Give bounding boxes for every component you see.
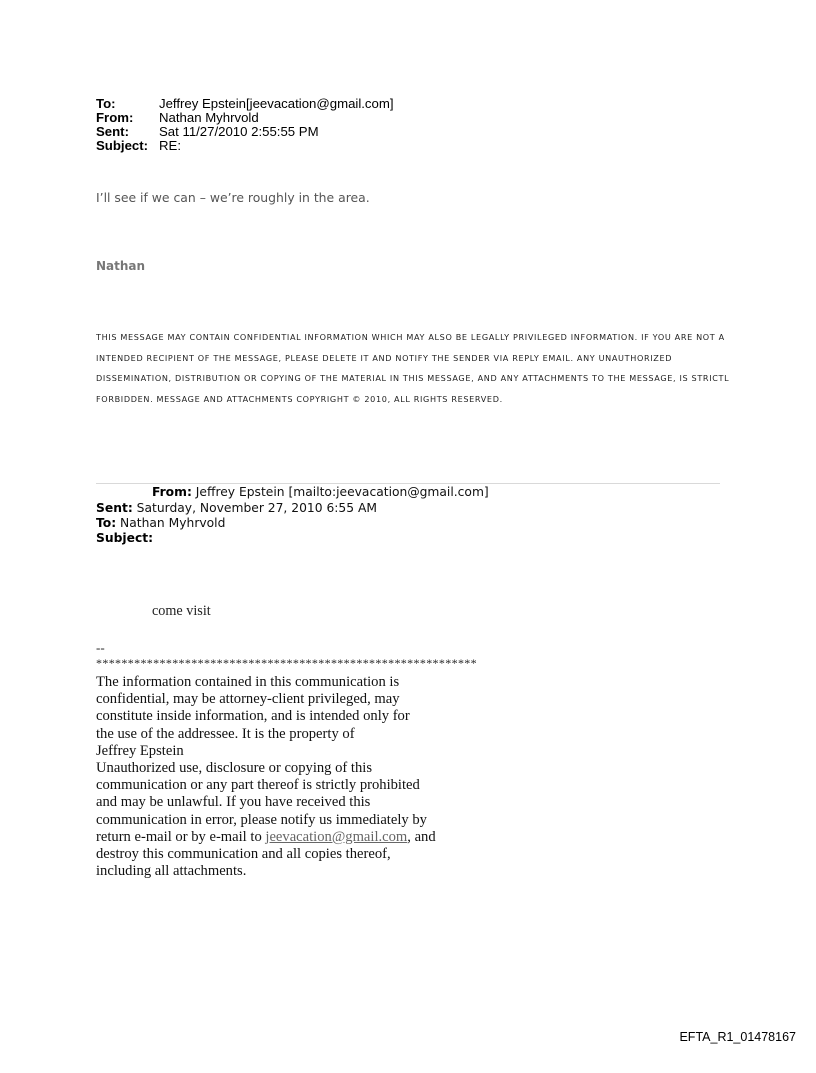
notice-line: and may be unlawful. If you have received this — [96, 794, 371, 811]
quoted-sent-label: Sent: — [96, 501, 133, 515]
disclaimer-line: DISSEMINATION, DISTRIBUTION OR COPYING OF THE MATERIAL IN THIS MESSAGE, AND ANY ATTACHMENTS TO THE MESSAGE, IS STRICTL — [96, 373, 730, 383]
from-value: Nathan Myhrvold — [159, 110, 259, 125]
quoted-body: come visit — [152, 603, 211, 619]
sent-label: Sent: — [96, 124, 129, 139]
notice-return-suffix: , and — [407, 828, 436, 845]
legal-notice — [96, 674, 436, 880]
sent-value: Sat 11/27/2010 2:55:55 PM — [159, 124, 319, 139]
to-value: Jeffrey Epstein[jeevacation@gmail.com] — [159, 96, 394, 111]
confidentiality-disclaimer — [96, 327, 816, 409]
notice-line: communication in error, please notify us immediately by — [96, 811, 427, 828]
notice-line: including all attachments. — [96, 863, 247, 880]
header-sent-row — [96, 125, 319, 139]
notice-line: Unauthorized use, disclosure or copying of this — [96, 760, 373, 777]
quote-divider — [96, 483, 720, 484]
email-link[interactable]: jeevacation@gmail.com — [265, 828, 408, 845]
notice-line: Jeffrey Epstein — [96, 742, 184, 759]
header-subject-row — [96, 139, 181, 153]
disclaimer-line: FORBIDDEN. MESSAGE AND ATTACHMENTS COPYRIGHT © 2010, ALL RIGHTS RESERVED. — [96, 393, 503, 404]
disclaimer-line: INTENDED RECIPIENT OF THE MESSAGE, PLEASE DELETE IT AND NOTIFY THE SENDER VIA REPLY EMAIL. ANY UNAUTHORIZED — [96, 352, 673, 363]
subject-value: RE: — [159, 138, 181, 153]
quoted-to-label: To: — [96, 516, 117, 530]
subject-label: Subject: — [96, 138, 149, 153]
quoted-subject-row — [96, 532, 153, 545]
quoted-from-row — [152, 486, 489, 499]
notice-line: The information contained in this communication is — [96, 674, 400, 690]
quoted-to-row — [96, 517, 225, 530]
quoted-subject-label: Subject: — [96, 531, 154, 545]
notice-line: communication or any part thereof is strictly prohibited — [96, 777, 420, 794]
disclaimer-line: THIS MESSAGE MAY CONTAIN CONFIDENTIAL INFORMATION WHICH MAY ALSO BE LEGALLY PRIVILEGED INFORMATION. IF YOU ARE NOT A — [96, 332, 725, 342]
reply-body: I’ll see if we can – we’re roughly in the area. — [96, 190, 370, 205]
separator-stars: ************************************************************ — [96, 656, 477, 670]
document-id: EFTA_R1_01478167 — [679, 1030, 796, 1044]
notice-return-line — [96, 829, 436, 846]
quoted-to-value: Nathan Myhrvold — [120, 516, 226, 530]
quoted-from-label: From: — [152, 485, 192, 499]
notice-line: destroy this communication and all copies thereof, — [96, 846, 391, 863]
notice-return-prefix: return e-mail or by e-mail to — [96, 828, 266, 845]
header-from-row — [96, 111, 259, 125]
notice-line: constitute inside information, and is intended only for — [96, 708, 410, 725]
from-label: From: — [96, 110, 134, 125]
to-label: To: — [96, 96, 116, 111]
header-to-row — [96, 97, 394, 111]
quoted-from-value: Jeffrey Epstein [mailto:jeevacation@gmail.com] — [195, 485, 489, 499]
separator-dashes: -- — [96, 640, 105, 655]
reply-signature: Nathan — [96, 259, 146, 273]
notice-line: the use of the addressee. It is the property of — [96, 725, 355, 742]
quoted-sent-row — [96, 502, 377, 515]
notice-line: confidential, may be attorney-client privileged, may — [96, 691, 400, 708]
quoted-sent-value: Saturday, November 27, 2010 6:55 AM — [136, 501, 377, 515]
